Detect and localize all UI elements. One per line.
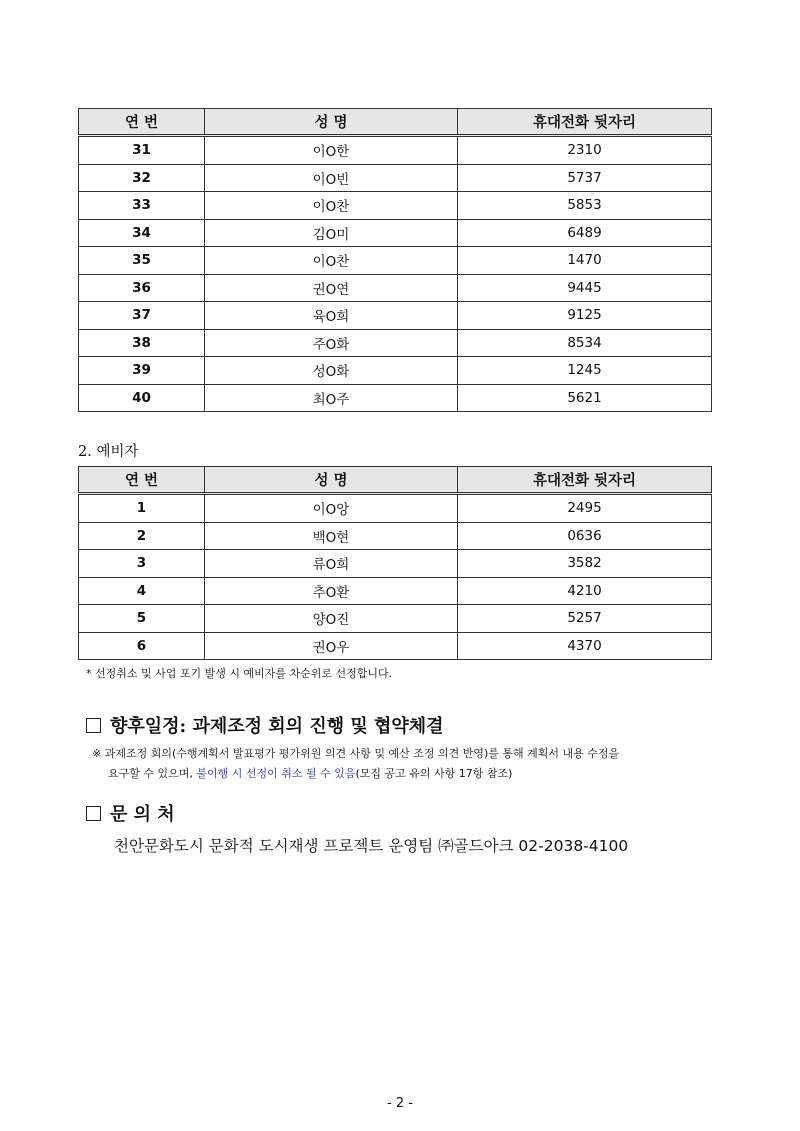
row-phone: 1245: [458, 357, 712, 385]
row-name: 주O화: [205, 329, 458, 357]
row-name: 이O앙: [205, 494, 458, 523]
schedule-section-title: [86, 712, 444, 738]
row-number: 1: [79, 494, 205, 523]
inquiry-section-title: [86, 800, 175, 826]
schedule-remark-line1: ※ 과제조정 회의(수행계획서 발표평가 평가위원 의견 사항 및 예산 조정 의견 반영)를 통해 계획서 내용 수정을: [92, 747, 620, 760]
row-number: 39: [79, 357, 205, 385]
reserve-heading: 2. 예비자: [78, 444, 139, 460]
table-header-row: [79, 109, 712, 136]
row-number: 6: [79, 632, 205, 660]
table-header-row: [79, 467, 712, 494]
row-phone: 6489: [458, 219, 712, 247]
table-row: [79, 192, 712, 220]
row-number: 2: [79, 522, 205, 550]
row-name: 김O미: [205, 219, 458, 247]
row-phone: 2310: [458, 136, 712, 165]
row-phone: 1470: [458, 247, 712, 275]
row-name: 권O우: [205, 632, 458, 660]
checkbox-square-icon: [86, 806, 101, 821]
row-phone: 5257: [458, 605, 712, 633]
row-phone: 5621: [458, 384, 712, 412]
row-number: 37: [79, 302, 205, 330]
schedule-remark-line2: [108, 764, 512, 784]
row-number: 38: [79, 329, 205, 357]
row-phone: 2495: [458, 494, 712, 523]
row-number: 40: [79, 384, 205, 412]
row-name: 최O주: [205, 384, 458, 412]
row-phone: 8534: [458, 329, 712, 357]
row-number: 32: [79, 164, 205, 192]
table-row: [79, 577, 712, 605]
row-name: 류O희: [205, 550, 458, 578]
header-phone: 휴대전화 뒷자리: [458, 467, 712, 494]
row-number: 5: [79, 605, 205, 633]
table-row: [79, 605, 712, 633]
table-row: [79, 136, 712, 165]
row-number: 33: [79, 192, 205, 220]
table-row: [79, 550, 712, 578]
table-row: [79, 164, 712, 192]
table-row: [79, 522, 712, 550]
row-name: 이O찬: [205, 192, 458, 220]
row-name: 성O화: [205, 357, 458, 385]
row-phone: 3582: [458, 550, 712, 578]
table-row: [79, 219, 712, 247]
row-number: 3: [79, 550, 205, 578]
row-name: 백O현: [205, 522, 458, 550]
contact-info: 천안문화도시 문화적 도시재생 프로젝트 운영팀 ㈜골드아크 02-2038-4100: [114, 837, 629, 855]
row-phone: 4210: [458, 577, 712, 605]
row-name: 이O찬: [205, 247, 458, 275]
header-name: 성 명: [205, 109, 458, 136]
remark-text-a: 요구할 수 있으며,: [108, 767, 197, 780]
row-name: 권O연: [205, 274, 458, 302]
table-row: [79, 329, 712, 357]
row-number: 4: [79, 577, 205, 605]
schedule-title-text: 향후일정: 과제조정 회의 진행 및 협약체결: [110, 716, 444, 737]
row-phone: 5853: [458, 192, 712, 220]
row-name: 추O환: [205, 577, 458, 605]
row-name: 육O희: [205, 302, 458, 330]
row-name: 양O진: [205, 605, 458, 633]
row-number: 36: [79, 274, 205, 302]
table-row: [79, 274, 712, 302]
row-number: 35: [79, 247, 205, 275]
header-name: 성 명: [205, 467, 458, 494]
table-row: [79, 302, 712, 330]
reserve-note: * 선정취소 및 사업 포기 발생 시 예비자를 차순위로 선정합니다.: [86, 667, 393, 680]
table-row: [79, 384, 712, 412]
row-name: 이O한: [205, 136, 458, 165]
row-phone: 5737: [458, 164, 712, 192]
selected-table: [78, 108, 712, 412]
header-phone: 휴대전화 뒷자리: [458, 109, 712, 136]
row-number: 34: [79, 219, 205, 247]
remark-text-b: (모집 공고 유의 사항 17항 참조): [355, 767, 513, 780]
page-number: - 2 -: [387, 1096, 413, 1111]
header-no: 연 번: [79, 109, 205, 136]
remark-warning: 불이행 시 선정이 취소 될 수 있음: [196, 767, 356, 780]
row-number: 31: [79, 136, 205, 165]
table-row: [79, 494, 712, 523]
table-row: [79, 632, 712, 660]
inquiry-title-text: 문 의 처: [110, 804, 175, 825]
row-phone: 9445: [458, 274, 712, 302]
row-phone: 0636: [458, 522, 712, 550]
header-no: 연 번: [79, 467, 205, 494]
row-name: 이O빈: [205, 164, 458, 192]
table-row: [79, 357, 712, 385]
checkbox-square-icon: [86, 718, 101, 733]
row-phone: 9125: [458, 302, 712, 330]
reserve-table: [78, 466, 712, 660]
table-row: [79, 247, 712, 275]
row-phone: 4370: [458, 632, 712, 660]
